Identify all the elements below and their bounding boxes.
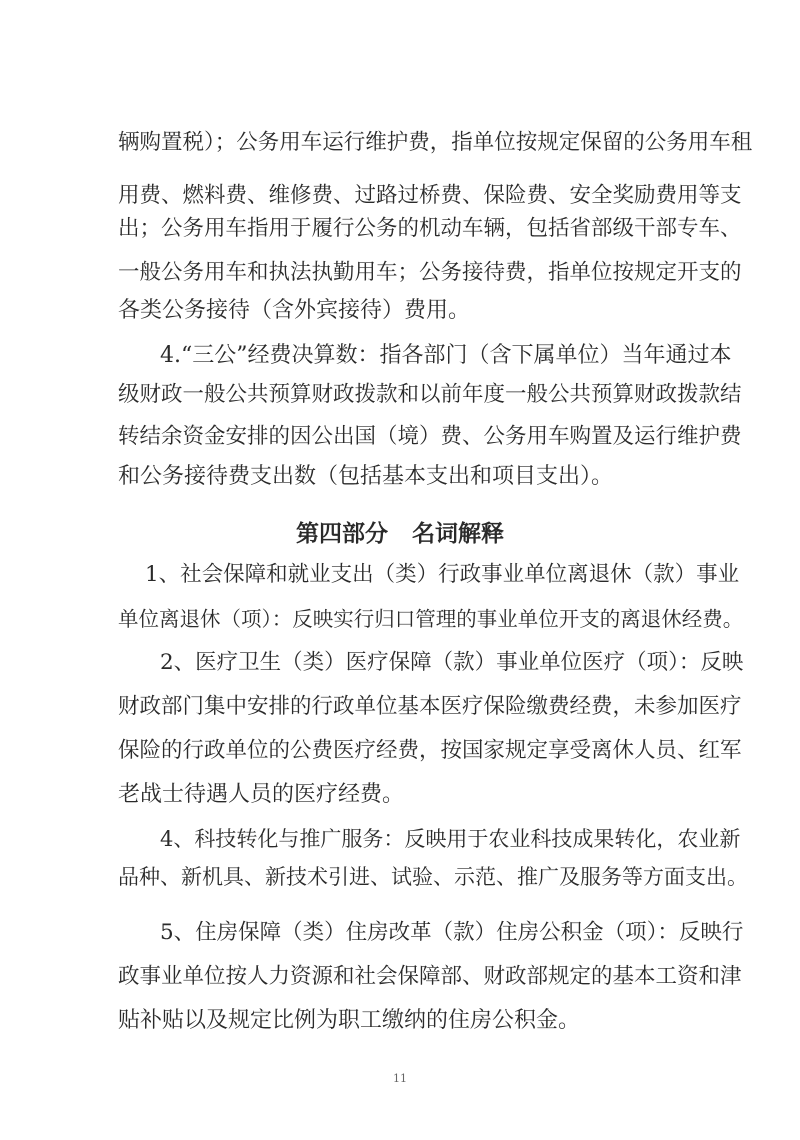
text-line: 和公务接待费支出数（包括基本支出和项目支出）。: [118, 464, 614, 489]
text-line: 转结余资金安排的因公出国（境）费、公务用车购置及运行维护费: [118, 424, 742, 449]
text-line: 贴补贴以及规定比例为职工缴纳的住房公积金。: [118, 1008, 581, 1033]
page-number: 11: [393, 1072, 407, 1085]
text-line: 财政部门集中安排的行政单位基本医疗保险缴费经费，未参加医疗: [118, 694, 742, 719]
section-heading: 第四部分 名词解释: [295, 520, 505, 547]
text-line: 政事业单位按人力资源和社会保障部、财政部规定的基本工资和津: [118, 964, 742, 989]
text-line: 用费、燃料费、维修费、过路过桥费、保险费、安全奖励费用等支: [118, 183, 742, 208]
text-line: 2、医疗卫生（类）医疗保障（款）事业单位医疗（项）：反映: [160, 650, 744, 675]
text-line: 4.“三公”经费决算数：指各部门（含下属单位）当年通过本: [160, 343, 732, 368]
text-line: 单位离退休（项）：反映实行归口管理的事业单位开支的离退休经费。: [118, 607, 744, 631]
text-line: 老战士待遇人员的医疗经费。: [118, 782, 405, 807]
text-line: 1、社会保障和就业支出（类）行政事业单位离退休（款）事业: [145, 562, 740, 587]
text-line: 4、科技转化与推广服务：反映用于农业科技成果转化，农业新: [160, 827, 741, 851]
text-line: 出；公务用车指用于履行公务的机动车辆，包括省部级干部专车、: [118, 216, 742, 241]
text-line: 级财政一般公共预算财政拨款和以前年度一般公共预算财政拨款结: [118, 382, 742, 407]
text-line: 5、住房保障（类）住房改革（款）住房公积金（项）：反映行: [160, 920, 744, 945]
text-line: 品种、新机具、新技术引进、试验、示范、推广及服务等方面支出。: [118, 865, 748, 889]
text-line: 保险的行政单位的公费医疗经费，按国家规定享受离休人员、红军: [118, 738, 742, 763]
text-line: 各类公务接待（含外宾接待）费用。: [118, 298, 471, 323]
text-line: 一般公务用车和执法执勤用车；公务接待费，指单位按规定开支的: [118, 260, 742, 285]
text-line: 辆购置税）；公务用车运行维护费，指单位按规定保留的公务用车租: [118, 130, 753, 155]
